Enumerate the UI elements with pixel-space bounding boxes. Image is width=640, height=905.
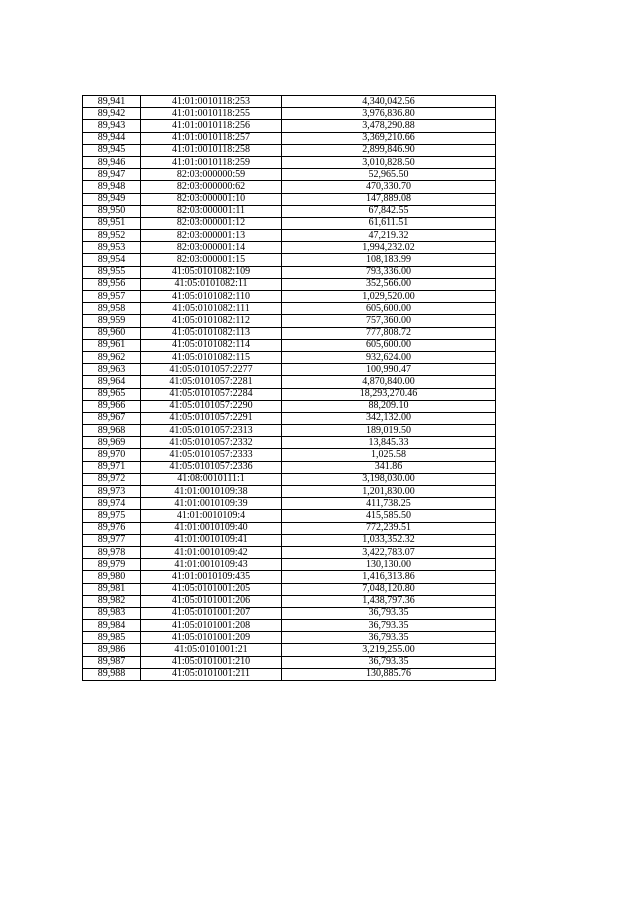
- table-row: [83, 656, 496, 668]
- cadastral-number-cell: 82:03:000001:13: [141, 230, 282, 242]
- cadastral-number-cell: 41:01:0010109:40: [141, 522, 282, 534]
- row-number-cell: 89,975: [83, 510, 141, 522]
- cadastral-number-cell: 82:03:000001:12: [141, 217, 282, 229]
- row-number-cell: 89,950: [83, 205, 141, 217]
- table-row: [83, 632, 496, 644]
- cadastral-number-cell: 41:01:0010118:256: [141, 120, 282, 132]
- cadastral-number-cell: 41:05:0101001:205: [141, 583, 282, 595]
- table-row: [83, 205, 496, 217]
- row-number-cell: 89,965: [83, 388, 141, 400]
- row-number-cell: 89,958: [83, 303, 141, 315]
- value-cell: 1,994,232.02: [282, 242, 496, 254]
- cadastral-number-cell: 41:05:0101001:208: [141, 620, 282, 632]
- row-number-cell: 89,969: [83, 437, 141, 449]
- row-number-cell: 89,966: [83, 400, 141, 412]
- table-row: [83, 254, 496, 266]
- row-number-cell: 89,954: [83, 254, 141, 266]
- row-number-cell: 89,984: [83, 620, 141, 632]
- cadastral-number-cell: 41:05:0101057:2290: [141, 400, 282, 412]
- row-number-cell: 89,982: [83, 595, 141, 607]
- value-cell: 130,885.76: [282, 668, 496, 680]
- row-number-cell: 89,949: [83, 193, 141, 205]
- value-cell: 341.86: [282, 461, 496, 473]
- table-row: [83, 278, 496, 290]
- value-cell: 2,899,846.90: [282, 144, 496, 156]
- row-number-cell: 89,986: [83, 644, 141, 656]
- row-number-cell: 89,974: [83, 498, 141, 510]
- cadastral-number-cell: 41:05:0101082:114: [141, 339, 282, 351]
- value-cell: 4,340,042.56: [282, 96, 496, 108]
- table-row: [83, 607, 496, 619]
- cadastral-number-cell: 41:01:0010109:38: [141, 486, 282, 498]
- table-row: [83, 571, 496, 583]
- cadastral-number-cell: 41:05:0101001:21: [141, 644, 282, 656]
- value-cell: 605,600.00: [282, 303, 496, 315]
- row-number-cell: 89,964: [83, 376, 141, 388]
- table-row: [83, 644, 496, 656]
- cadastral-number-cell: 41:05:0101001:209: [141, 632, 282, 644]
- value-cell: 932,624.00: [282, 351, 496, 363]
- value-cell: 18,293,270.46: [282, 388, 496, 400]
- table-row: [83, 132, 496, 144]
- value-cell: 13,845.33: [282, 437, 496, 449]
- table-row: [83, 546, 496, 558]
- table-row: [83, 425, 496, 437]
- row-number-cell: 89,983: [83, 607, 141, 619]
- row-number-cell: 89,973: [83, 486, 141, 498]
- table-row: [83, 400, 496, 412]
- value-cell: 342,132.00: [282, 412, 496, 424]
- table-row: [83, 473, 496, 485]
- row-number-cell: 89,951: [83, 217, 141, 229]
- value-cell: 1,201,830.00: [282, 486, 496, 498]
- value-cell: 352,566.00: [282, 278, 496, 290]
- value-cell: 88,209.10: [282, 400, 496, 412]
- row-number-cell: 89,963: [83, 364, 141, 376]
- row-number-cell: 89,968: [83, 425, 141, 437]
- value-cell: 3,369,210.66: [282, 132, 496, 144]
- row-number-cell: 89,959: [83, 315, 141, 327]
- cadastral-number-cell: 41:01:0010118:258: [141, 144, 282, 156]
- table-row: [83, 412, 496, 424]
- table-row: [83, 668, 496, 680]
- table-row: [83, 266, 496, 278]
- value-cell: 1,416,313.86: [282, 571, 496, 583]
- cadastral-number-cell: 41:01:0010109:42: [141, 546, 282, 558]
- row-number-cell: 89,952: [83, 230, 141, 242]
- cadastral-number-cell: 41:05:0101082:115: [141, 351, 282, 363]
- row-number-cell: 89,961: [83, 339, 141, 351]
- value-cell: 52,965.50: [282, 169, 496, 181]
- cadastral-number-cell: 41:05:0101082:11: [141, 278, 282, 290]
- row-number-cell: 89,960: [83, 327, 141, 339]
- value-cell: 772,239.51: [282, 522, 496, 534]
- cadastral-number-cell: 41:01:0010109:4: [141, 510, 282, 522]
- row-number-cell: 89,977: [83, 534, 141, 546]
- row-number-cell: 89,985: [83, 632, 141, 644]
- row-number-cell: 89,956: [83, 278, 141, 290]
- cadastral-number-cell: 41:01:0010118:257: [141, 132, 282, 144]
- row-number-cell: 89,943: [83, 120, 141, 132]
- cadastral-number-cell: 41:05:0101082:109: [141, 266, 282, 278]
- table-row: [83, 388, 496, 400]
- cadastral-number-cell: 41:05:0101057:2313: [141, 425, 282, 437]
- row-number-cell: 89,957: [83, 291, 141, 303]
- cadastral-number-cell: 41:05:0101082:112: [141, 315, 282, 327]
- value-cell: 1,033,352.32: [282, 534, 496, 546]
- cadastral-number-cell: 41:01:0010118:253: [141, 96, 282, 108]
- table-row: [83, 217, 496, 229]
- row-number-cell: 89,955: [83, 266, 141, 278]
- row-number-cell: 89,947: [83, 169, 141, 181]
- cadastral-number-cell: 41:05:0101057:2332: [141, 437, 282, 449]
- value-cell: 470,330.70: [282, 181, 496, 193]
- cadastral-number-cell: 41:01:0010109:435: [141, 571, 282, 583]
- value-cell: 3,478,290.88: [282, 120, 496, 132]
- table-row: [83, 351, 496, 363]
- table-row: [83, 595, 496, 607]
- value-cell: 3,976,836.80: [282, 108, 496, 120]
- row-number-cell: 89,979: [83, 559, 141, 571]
- table-row: [83, 120, 496, 132]
- value-cell: 147,889.08: [282, 193, 496, 205]
- table-row: [83, 461, 496, 473]
- row-number-cell: 89,946: [83, 156, 141, 168]
- value-cell: 3,422,783.07: [282, 546, 496, 558]
- table-row: [83, 486, 496, 498]
- table-row: [83, 327, 496, 339]
- cadastral-number-cell: 41:01:0010109:39: [141, 498, 282, 510]
- row-number-cell: 89,976: [83, 522, 141, 534]
- value-cell: 4,870,840.00: [282, 376, 496, 388]
- table-row: [83, 291, 496, 303]
- cadastral-number-cell: 41:05:0101057:2284: [141, 388, 282, 400]
- value-cell: 605,600.00: [282, 339, 496, 351]
- value-cell: 7,048,120.80: [282, 583, 496, 595]
- cadastral-number-cell: 82:03:000001:11: [141, 205, 282, 217]
- table-row: [83, 498, 496, 510]
- cadastral-number-cell: 41:01:0010118:255: [141, 108, 282, 120]
- cadastral-number-cell: 41:05:0101057:2336: [141, 461, 282, 473]
- cadastral-number-cell: 82:03:000000:62: [141, 181, 282, 193]
- row-number-cell: 89,953: [83, 242, 141, 254]
- value-cell: 757,360.00: [282, 315, 496, 327]
- value-cell: 108,183.99: [282, 254, 496, 266]
- row-number-cell: 89,967: [83, 412, 141, 424]
- value-cell: 411,738.25: [282, 498, 496, 510]
- value-cell: 36,793.35: [282, 656, 496, 668]
- value-cell: 36,793.35: [282, 620, 496, 632]
- value-cell: 47,219.32: [282, 230, 496, 242]
- value-cell: 61,611.51: [282, 217, 496, 229]
- value-cell: 36,793.35: [282, 607, 496, 619]
- table-row: [83, 108, 496, 120]
- table-row: [83, 437, 496, 449]
- value-cell: 3,219,255.00: [282, 644, 496, 656]
- table-row: [83, 510, 496, 522]
- cadastral-number-cell: 41:01:0010109:41: [141, 534, 282, 546]
- table-row: [83, 96, 496, 108]
- cadastral-number-cell: 41:01:0010109:43: [141, 559, 282, 571]
- table-row: [83, 230, 496, 242]
- cadastral-number-cell: 41:05:0101001:210: [141, 656, 282, 668]
- row-number-cell: 89,941: [83, 96, 141, 108]
- table-row: [83, 620, 496, 632]
- row-number-cell: 89,962: [83, 351, 141, 363]
- table-row: [83, 364, 496, 376]
- value-cell: 793,336.00: [282, 266, 496, 278]
- cadastral-number-cell: 41:05:0101001:206: [141, 595, 282, 607]
- row-number-cell: 89,942: [83, 108, 141, 120]
- cadastral-number-cell: 82:03:000001:14: [141, 242, 282, 254]
- table-row: [83, 522, 496, 534]
- row-number-cell: 89,945: [83, 144, 141, 156]
- cadastral-number-cell: 41:05:0101082:110: [141, 291, 282, 303]
- data-table: [82, 95, 496, 681]
- cadastral-number-cell: 41:05:0101082:111: [141, 303, 282, 315]
- value-cell: 100,990.47: [282, 364, 496, 376]
- table-row: [83, 583, 496, 595]
- value-cell: 1,029,520.00: [282, 291, 496, 303]
- cadastral-number-cell: 41:08:0010111:1: [141, 473, 282, 485]
- value-cell: 130,130.00: [282, 559, 496, 571]
- cadastral-number-cell: 41:05:0101001:207: [141, 607, 282, 619]
- table-row: [83, 449, 496, 461]
- table-row: [83, 144, 496, 156]
- cadastral-number-cell: 41:05:0101057:2277: [141, 364, 282, 376]
- row-number-cell: 89,988: [83, 668, 141, 680]
- row-number-cell: 89,971: [83, 461, 141, 473]
- row-number-cell: 89,980: [83, 571, 141, 583]
- table-row: [83, 339, 496, 351]
- cadastral-number-cell: 41:05:0101057:2291: [141, 412, 282, 424]
- value-cell: 415,585.50: [282, 510, 496, 522]
- value-cell: 777,808.72: [282, 327, 496, 339]
- row-number-cell: 89,944: [83, 132, 141, 144]
- value-cell: 3,010,828.50: [282, 156, 496, 168]
- row-number-cell: 89,987: [83, 656, 141, 668]
- table-row: [83, 193, 496, 205]
- table-row: [83, 534, 496, 546]
- value-cell: 189,019.50: [282, 425, 496, 437]
- table-row: [83, 181, 496, 193]
- row-number-cell: 89,981: [83, 583, 141, 595]
- value-cell: 67,842.55: [282, 205, 496, 217]
- value-cell: 1,438,797.36: [282, 595, 496, 607]
- cadastral-number-cell: 41:01:0010118:259: [141, 156, 282, 168]
- table-row: [83, 156, 496, 168]
- value-cell: 3,198,030.00: [282, 473, 496, 485]
- table-row: [83, 376, 496, 388]
- row-number-cell: 89,978: [83, 546, 141, 558]
- table-row: [83, 303, 496, 315]
- cadastral-number-cell: 41:05:0101057:2281: [141, 376, 282, 388]
- cadastral-number-cell: 82:03:000001:10: [141, 193, 282, 205]
- table-row: [83, 169, 496, 181]
- table-body: [83, 96, 496, 681]
- row-number-cell: 89,972: [83, 473, 141, 485]
- cadastral-number-cell: 82:03:000000:59: [141, 169, 282, 181]
- value-cell: 1,025.58: [282, 449, 496, 461]
- row-number-cell: 89,970: [83, 449, 141, 461]
- row-number-cell: 89,948: [83, 181, 141, 193]
- table-row: [83, 559, 496, 571]
- value-cell: 36,793.35: [282, 632, 496, 644]
- cadastral-number-cell: 41:05:0101057:2333: [141, 449, 282, 461]
- cadastral-number-cell: 41:05:0101082:113: [141, 327, 282, 339]
- table-row: [83, 315, 496, 327]
- cadastral-number-cell: 41:05:0101001:211: [141, 668, 282, 680]
- cadastral-number-cell: 82:03:000001:15: [141, 254, 282, 266]
- table-row: [83, 242, 496, 254]
